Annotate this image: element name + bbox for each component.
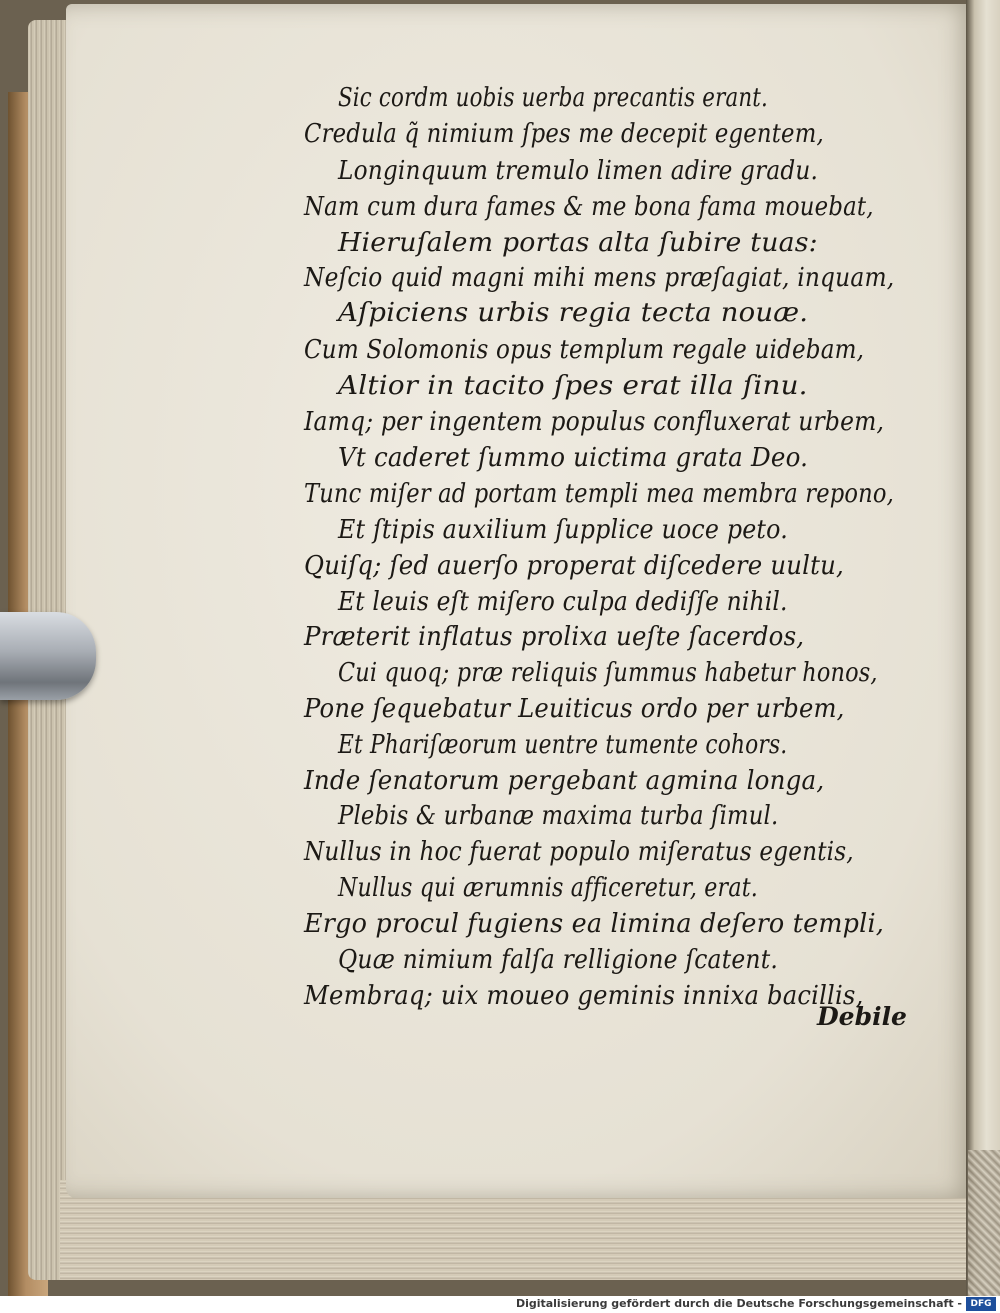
verse-line: Nullus in hoc fuerat populo miſeratus egentis, <box>304 837 854 867</box>
verse-line: Plebis & urbanæ maxima turba ſimul. <box>338 801 779 831</box>
verse-line: Inde ſenatorum pergebant agmina longa, <box>304 766 825 796</box>
verse-line: Vt caderet ſummo uictima grata Deo. <box>338 443 809 473</box>
verse-line: Longinquum tremulo limen adire gradu. <box>338 156 819 186</box>
verse-line: Hieruſalem portas alta ſubire tuas: <box>338 228 818 258</box>
verse-line: Membraq; uix moueo geminis innixa bacillis, <box>304 981 864 1011</box>
verse-line: Et leuis eſt miſero culpa dediſſe nihil. <box>338 587 788 617</box>
verse-line: Cui quoq; præ reliquis ſummus habetur honos, <box>338 658 878 688</box>
catchword: Debile <box>817 1002 907 1031</box>
verse-line: Quiſq; ſed auerſo properat diſcedere uultu, <box>304 551 845 581</box>
verse-line: Iamq; per ingentem populus confluxerat urbem, <box>304 407 885 437</box>
facing-page <box>966 0 1000 1296</box>
verse-line: Et ſtipis auxilium ſupplice uoce peto. <box>338 515 788 545</box>
verse-line: Credula q̃ nimium ſpes me decepit egentem, <box>304 119 824 149</box>
verse-line: Ergo procul fugiens ea limina deſero templi, <box>304 909 885 939</box>
verse-line: Quæ nimium falſa relligione ſcatent. <box>338 945 778 975</box>
dfg-logo: DFG <box>966 1297 996 1311</box>
verse-line: Sic cordm uobis uerba precantis erant. <box>338 83 768 113</box>
verse-line: Aſpiciens urbis regia tecta nouæ. <box>338 298 809 328</box>
binding-stitch <box>968 1150 1000 1296</box>
page-clip <box>0 612 96 700</box>
verse-line: Neſcio quid magni mihi mens præſagiat, inquam, <box>304 263 895 293</box>
digitization-footer <box>0 1296 1000 1313</box>
verse-line: Præterit inflatus prolixa ueſte ſacerdos, <box>304 622 805 652</box>
verse-line: Tunc miſer ad portam templi mea membra repono, <box>304 479 894 509</box>
verse-line: Nam cum dura fames & me bona fama mouebat, <box>304 192 874 222</box>
verse-line: Altior in tacito ſpes erat illa ſinu. <box>338 371 808 401</box>
verse-line: Nullus qui ærumnis afficeretur, erat. <box>338 873 758 903</box>
verse-line: Pone ſequebatur Leuiticus ordo per urbem, <box>304 694 845 724</box>
verse-line: Et Phariſæorum uentre tumente cohors. <box>338 730 788 760</box>
verse-line: Cum Solomonis opus templum regale uidebam, <box>304 335 865 365</box>
footer-credit: Digitalisierung gefördert durch die Deutsche Forschungsgemeinschaft - <box>515 1297 962 1310</box>
